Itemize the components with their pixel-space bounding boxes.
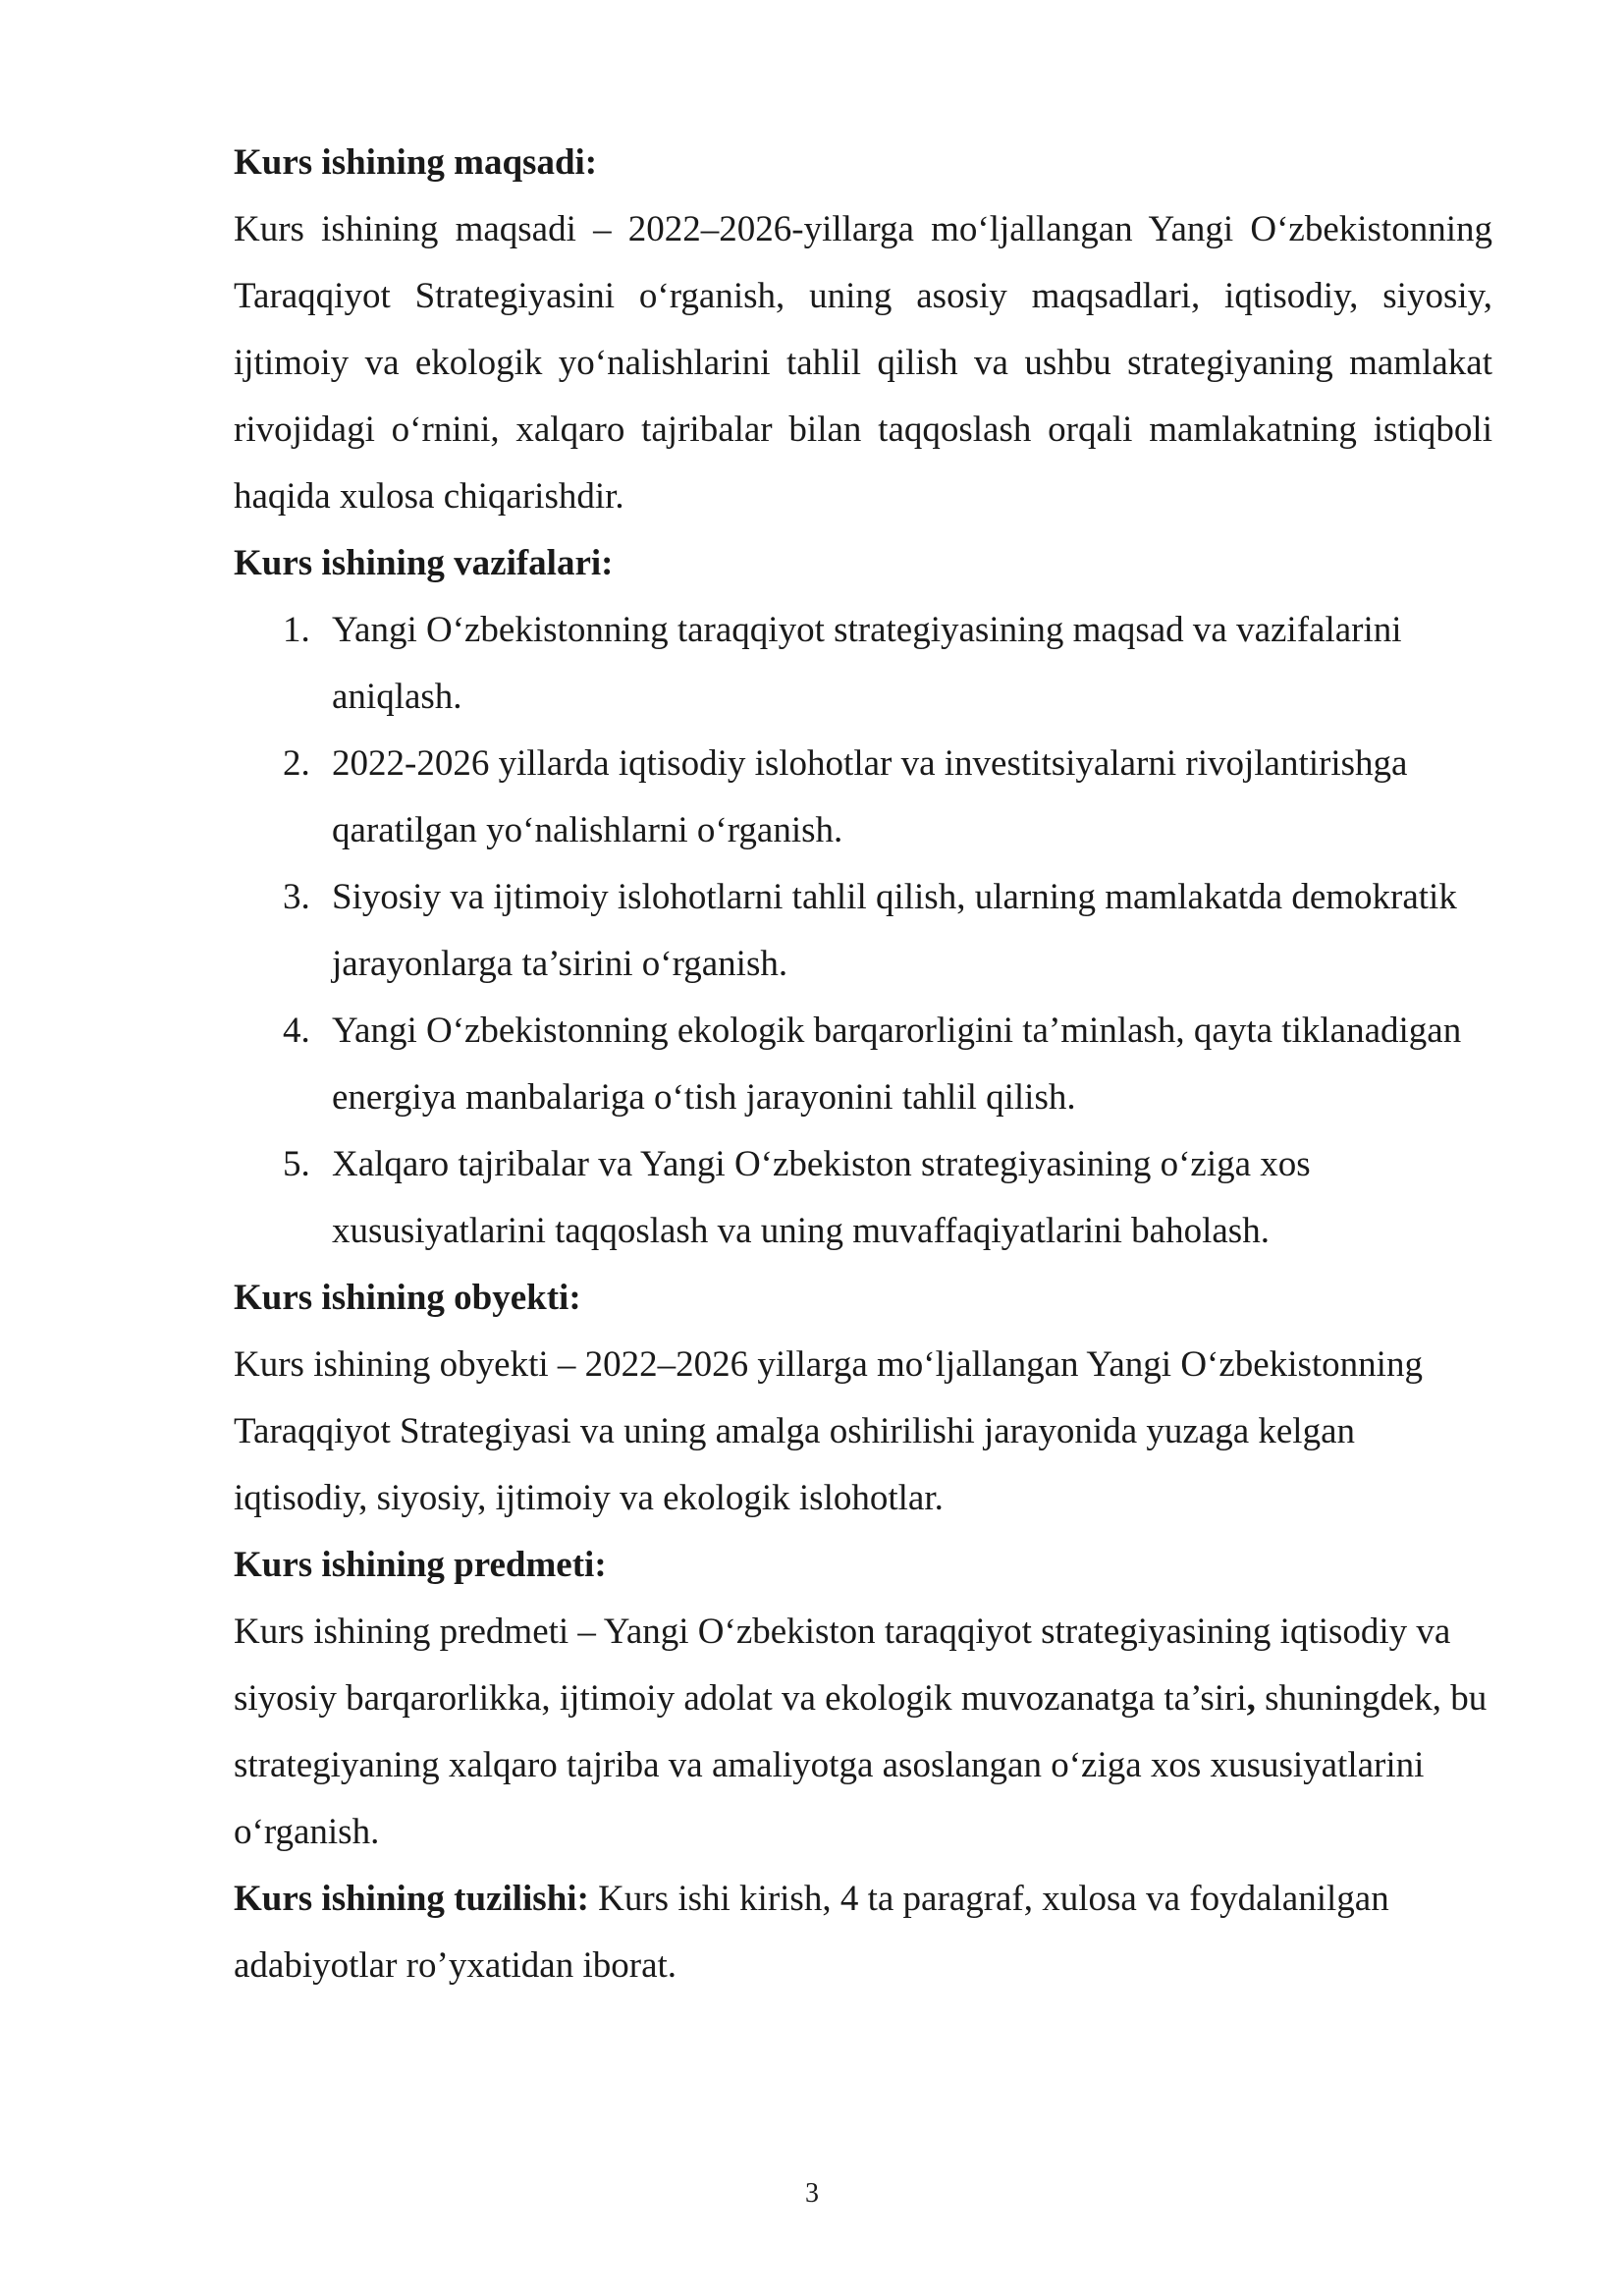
subject-paragraph [234, 1599, 1492, 1866]
list-item-number: 4. [283, 1011, 310, 1051]
list-item [234, 864, 1492, 998]
subject-text-main: Kurs ishining predmeti – Yangi O‘zbekiston taraqqiyot strategiyasining iqtisodiy va siyosiy barqarorlikka, ijtimoiy adolat va ekologik muvozanatga ta’siri [234, 1612, 1451, 1719]
structure-paragraph [234, 1866, 1492, 1999]
list-item-text: Yangi O‘zbekistonning taraqqiyot strategiyasining maqsad va vazifalarini aniqlash. [332, 610, 1402, 717]
list-item-number: 3. [283, 877, 310, 917]
list-item-text: Yangi O‘zbekistonning ekologik barqarorligini ta’minlash, qayta tiklanadigan energiya manbalariga o‘tish jarayonini tahlil qilish. [332, 1011, 1462, 1118]
object-heading: Kurs ishining obyekti: [234, 1278, 581, 1318]
subject-heading: Kurs ishining predmeti: [234, 1545, 607, 1585]
list-item-number: 1. [283, 610, 310, 650]
document-body [234, 130, 1492, 1999]
list-item-number: 2. [283, 743, 310, 784]
list-item-number: 5. [283, 1144, 310, 1184]
tasks-list [234, 597, 1492, 1265]
goal-paragraph: Kurs ishining maqsadi – 2022–2026-yillarga mo‘ljallangan Yangi O‘zbekistonning Taraqqiyot Strategiyasini o‘rganish, uning asosiy maqsadlari, iqtisodiy, siyosiy, ijtimoiy va ekologik yo‘nalishlarini tahlil qilish va ushbu strategiyaning mamlakat rivojidagi o‘rnini, xalqaro tajribalar bilan taqqoslash orqali mamlakatning istiqboli haqida xulosa chiqarishdir. [234, 209, 1492, 517]
structure-heading: Kurs ishining tuzilishi: [234, 1879, 589, 1919]
list-item [234, 998, 1492, 1131]
list-item-text: 2022-2026 yillarda iqtisodiy islohotlar va investitsiyalarni rivojlantirishga qaratilgan yo‘nalishlarni o‘rganish. [332, 743, 1408, 850]
subject-text-rest: shuningdek, bu strategiyaning xalqaro tajriba va amaliyotga asoslangan o‘ziga xos xususiyatlarini o‘rganish. [234, 1678, 1488, 1852]
object-paragraph: Kurs ishining obyekti – 2022–2026 yillarga mo‘ljallangan Yangi O‘zbekistonning Taraqqiyot Strategiyasi va uning amalga oshirilishi jarayonida yuzaga kelgan iqtisodiy, siyosiy, ijtimoiy va ekologik islohotlar. [234, 1344, 1423, 1518]
list-item [234, 597, 1492, 731]
tasks-heading: Kurs ishining vazifalari: [234, 543, 614, 583]
structure-text: Kurs ishi kirish, 4 ta paragraf, xulosa va foydalanilgan adabiyotlar ro’yxatidan iborat. [234, 1879, 1389, 1986]
subject-text-comma: , [1246, 1678, 1256, 1719]
page-number: 3 [805, 2178, 819, 2209]
list-item [234, 731, 1492, 864]
list-item [234, 1131, 1492, 1265]
list-item-text: Siyosiy va ijtimoiy islohotlarni tahlil qilish, ularning mamlakatda demokratik jarayonlarga ta’sirini o‘rganish. [332, 877, 1457, 984]
goal-heading: Kurs ishining maqsadi: [234, 142, 598, 183]
list-item-text: Xalqaro tajribalar va Yangi O‘zbekiston strategiyasining o‘ziga xos xususiyatlarini taqqoslash va uning muvaffaqiyatlarini baholash. [332, 1144, 1311, 1251]
